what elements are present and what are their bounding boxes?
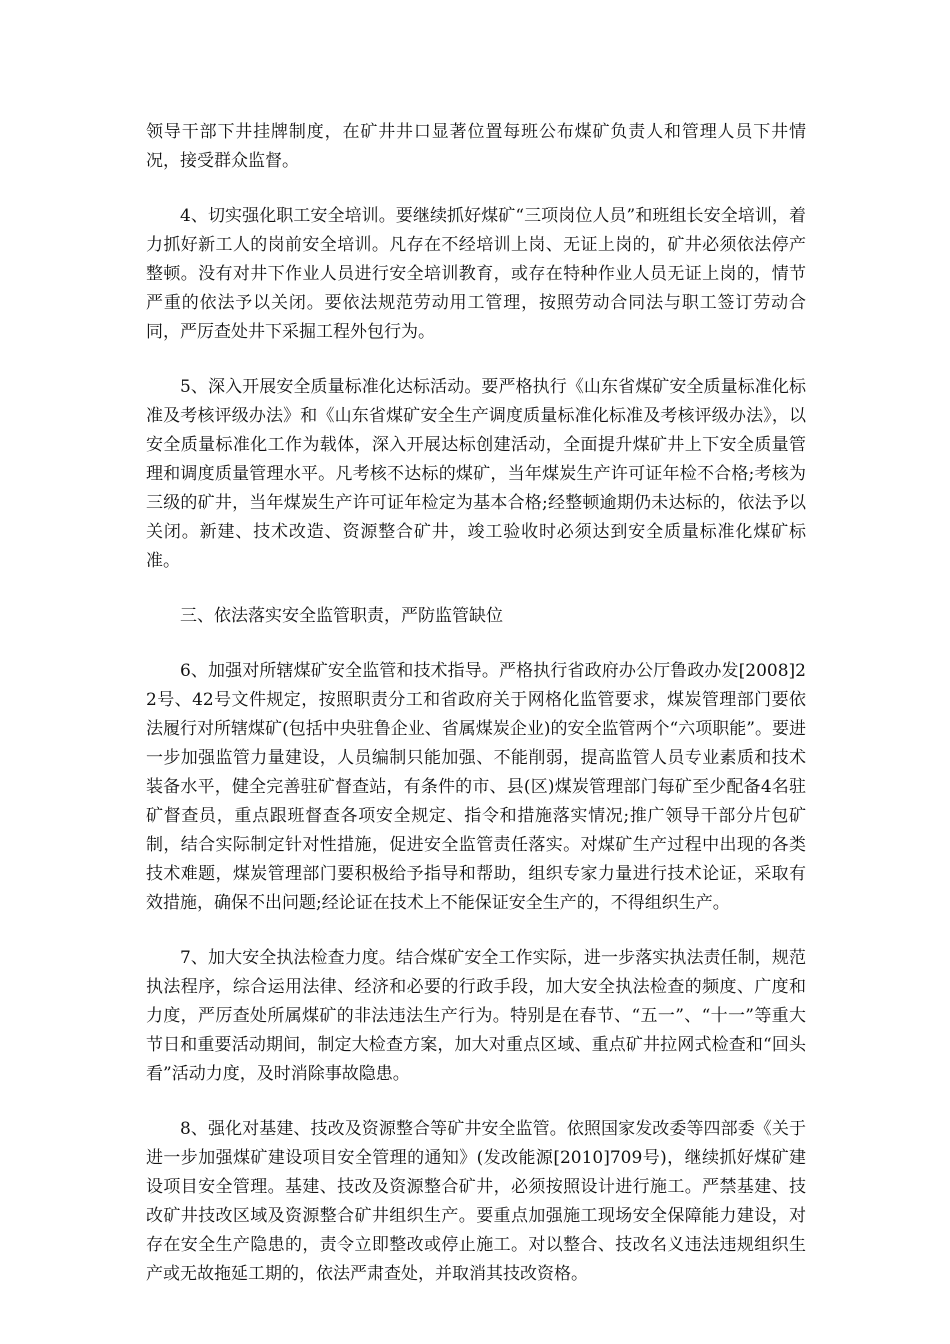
paragraph-item-6-supervision: 6、加强对所辖煤矿安全监管和技术指导。严格执行省政府办公厅鲁政办发[2008]22号、42号文件规定，按照职责分工和省政府关于网格化监管要求，煤炭管理部门要依法履行对所辖煤矿(包括中央驻鲁企业、省属煤炭企业)的安全监管两个“六项职能”。要进一步加强监管力量建设，人员编制只能加强、不能削弱，提高监管人员专业素质和技术装备水平，健全完善驻矿督查站，有条件的市、县(区)煤炭管理部门每矿至少配备4名驻矿督查员，重点跟班督查各项安全规定、指令和措施落实情况;推广领导干部分片包矿制，结合实际制定针对性措施，促进安全监管责任落实。对煤矿生产过程中出现的各类技术难题，煤炭管理部门要积极给予指导和帮助，组织专家力量进行技术论证，采取有效措施，确保不出问题;经论证在技术上不能保证安全生产的，不得组织生产。: [146, 661, 806, 913]
paragraph-item-7-enforcement: 7、加大安全执法检查力度。结合煤矿安全工作实际，进一步落实执法责任制，规范执法程序，综合运用法律、经济和必要的行政手段，加大安全执法检查的频度、广度和力度，严厉查处所属煤矿的非法违法生产行为。特别是在春节、“五一”、“十一”等重大节日和重要活动期间，制定大检查方案，加大对重点区域、重点矿井拉网式检查和“回头看”活动力度，及时消除事故隐患。: [146, 948, 806, 1084]
section-heading-3: 三、依法落实安全监管职责，严防监管缺位: [180, 606, 503, 626]
paragraph-item-8-construction-supervision: 8、强化对基建、技改及资源整合等矿井安全监管。依照国家发改委等四部委《关于进一步加强煤矿建设项目安全管理的通知》(发改能源[2010]709号)，继续抓好煤矿建设项目安全管理。基建、技改及资源整合矿井，必须按照设计进行施工。严禁基建、技改矿井技改区域及资源整合矿井组织生产。要重点加强施工现场安全保障能力建设，对存在安全生产隐患的，责令立即整改或停止施工。对以整合、技改名义违法违规组织生产或无故拖延工期的，依法严肃查处，并取消其技改资格。: [146, 1119, 806, 1284]
paragraph-item-5-quality-standardization: 5、深入开展安全质量标准化达标活动。要严格执行《山东省煤矿安全质量标准化标准及考核评级办法》和《山东省煤矿安全生产调度质量标准化标准及考核评级办法》，以安全质量标准化工作为载体，深入开展达标创建活动，全面提升煤矿井上下安全质量管理和调度质量管理水平。凡考核不达标的煤矿，当年煤炭生产许可证年检不合格;考核为三级的矿井，当年煤炭生产许可证年检定为基本合格;经整顿逾期仍未达标的，依法予以关闭。新建、技术改造、资源整合矿井，竣工验收时必须达到安全质量标准化煤矿标准。: [146, 377, 806, 571]
paragraph-item-4-safety-training: 4、切实强化职工安全培训。要继续抓好煤矿“三项岗位人员”和班组长安全培训，着力抓好新工人的岗前安全培训。凡存在不经培训上岗、无证上岗的，矿井必须依法停产整顿。没有对井下作业人员进行安全培训教育，或存在特种作业人员无证上岗的，情节严重的依法予以关闭。要依法规范劳动用工管理，按照劳动合同法与职工签订劳动合同，严厉查处井下采掘工程外包行为。: [146, 206, 806, 342]
paragraph-continuation: 领导干部下井挂牌制度，在矿井井口显著位置每班公布煤矿负责人和管理人员下井情况，接受群众监督。: [146, 122, 806, 171]
document-body: [146, 118, 806, 1315]
